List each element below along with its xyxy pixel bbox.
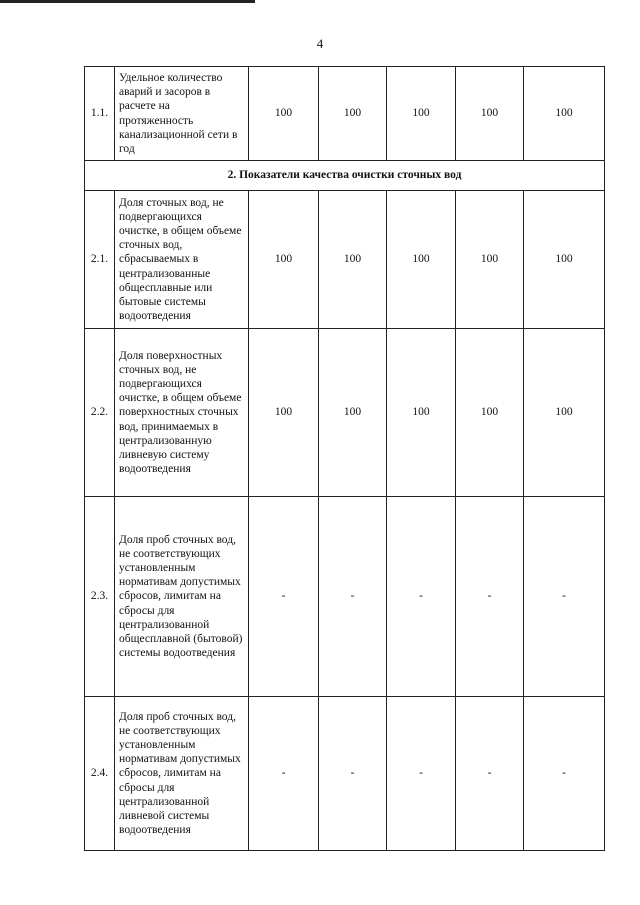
table-row xyxy=(85,697,605,851)
indicators-table xyxy=(84,66,605,851)
value-cell: 100 xyxy=(524,191,605,329)
page-number: 4 xyxy=(316,36,324,51)
value-cell: 100 xyxy=(387,329,456,497)
table-row xyxy=(85,497,605,697)
value-cell: 100 xyxy=(249,67,319,161)
top-rule xyxy=(0,0,255,3)
row-description: Доля проб сточных вод, не соответствующих установленным нормативам допустимых сбросов, лимитам на сбросы для централизованной ливневой системы водоотведения xyxy=(115,697,249,851)
table-row xyxy=(85,67,605,161)
value-cell: - xyxy=(319,497,387,697)
value-cell: 100 xyxy=(524,67,605,161)
section-title: 2. Показатели качества очистки сточных вод xyxy=(85,161,605,191)
value-cell: 100 xyxy=(456,67,524,161)
row-number: 2.3. xyxy=(85,497,115,697)
value-cell: 100 xyxy=(319,67,387,161)
row-description: Доля проб сточных вод, не соответствующих установленным нормативам допустимых сбросов, лимитам на сбросы для централизованной общесплавной (бытовой) системы водоотведения xyxy=(115,497,249,697)
row-description: Доля сточных вод, не подвергающихся очистке, в общем объеме сточных вод, сбрасываемых в централизованные общесплавные или бытовые системы водоотведения xyxy=(115,191,249,329)
value-cell: 100 xyxy=(387,191,456,329)
value-cell: - xyxy=(456,497,524,697)
row-description: Доля поверхностных сточных вод, не подвергающихся очистке, в общем объеме поверхностных сточных вод, принимаемых в централизованную ливневую систему водоотведения xyxy=(115,329,249,497)
section-header-row xyxy=(85,161,605,191)
value-cell: - xyxy=(524,497,605,697)
value-cell: - xyxy=(319,697,387,851)
value-cell: 100 xyxy=(319,191,387,329)
value-cell: - xyxy=(249,497,319,697)
value-cell: 100 xyxy=(524,329,605,497)
value-cell: 100 xyxy=(319,329,387,497)
row-number: 1.1. xyxy=(85,67,115,161)
row-description: Удельное количество аварий и засоров в расчете на протяженность канализационной сети в год xyxy=(115,67,249,161)
value-cell: - xyxy=(456,697,524,851)
value-cell: - xyxy=(387,497,456,697)
row-number: 2.4. xyxy=(85,697,115,851)
row-number: 2.1. xyxy=(85,191,115,329)
value-cell: - xyxy=(249,697,319,851)
value-cell: - xyxy=(387,697,456,851)
value-cell: 100 xyxy=(456,191,524,329)
table-row xyxy=(85,329,605,497)
value-cell: 100 xyxy=(249,329,319,497)
row-number: 2.2. xyxy=(85,329,115,497)
value-cell: 100 xyxy=(456,329,524,497)
value-cell: 100 xyxy=(249,191,319,329)
value-cell: - xyxy=(524,697,605,851)
table-row xyxy=(85,191,605,329)
value-cell: 100 xyxy=(387,67,456,161)
